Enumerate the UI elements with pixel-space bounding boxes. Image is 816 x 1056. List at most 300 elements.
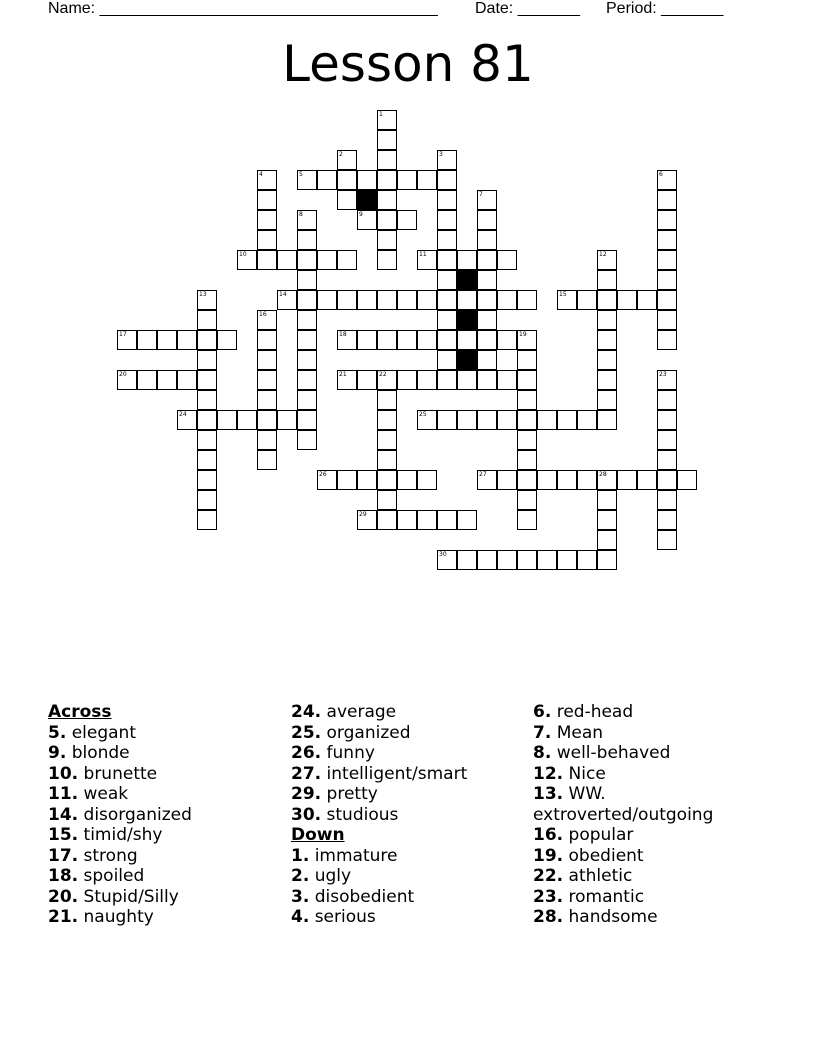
grid-cell[interactable] <box>557 470 577 490</box>
grid-cell[interactable] <box>477 550 497 570</box>
grid-cell[interactable] <box>317 470 337 490</box>
clue-item <box>48 784 278 805</box>
grid-cell[interactable] <box>577 290 597 310</box>
grid-cell[interactable] <box>577 470 597 490</box>
grid-cell[interactable] <box>297 370 317 390</box>
grid-cell[interactable] <box>397 170 417 190</box>
grid-cell[interactable] <box>257 410 277 430</box>
grid-cell[interactable] <box>357 510 377 530</box>
grid-cell[interactable] <box>477 410 497 430</box>
grid-clue-number: 29 <box>359 511 367 518</box>
clue-number: 24. <box>291 702 322 722</box>
grid-cell[interactable] <box>377 190 397 210</box>
grid-cell[interactable] <box>157 330 177 350</box>
grid-clue-number: 11 <box>419 251 427 258</box>
grid-cell[interactable] <box>437 410 457 430</box>
clue-item <box>291 887 521 908</box>
grid-cell[interactable] <box>377 510 397 530</box>
clue-text: Mean <box>556 722 604 743</box>
grid-cell[interactable] <box>657 410 677 430</box>
grid-cell[interactable] <box>517 330 537 350</box>
clue-text: red-head <box>556 702 634 722</box>
grid-clue-number: 28 <box>599 471 607 478</box>
grid-cell[interactable] <box>357 470 377 490</box>
grid-cell[interactable] <box>257 230 277 250</box>
grid-cell[interactable] <box>577 550 597 570</box>
grid-clue-number: 26 <box>319 471 327 478</box>
grid-cell[interactable] <box>197 510 217 530</box>
clue-text: obedient <box>568 845 644 866</box>
grid-cell[interactable] <box>457 550 477 570</box>
grid-cell[interactable] <box>377 150 397 170</box>
grid-cell[interactable] <box>637 290 657 310</box>
grid-cell[interactable] <box>537 410 557 430</box>
grid-cell[interactable] <box>257 450 277 470</box>
grid-cell[interactable] <box>537 550 557 570</box>
clue-number: 17. <box>48 845 79 866</box>
clue-item <box>533 743 773 764</box>
grid-cell[interactable] <box>337 290 357 310</box>
grid-cell[interactable] <box>597 390 617 410</box>
grid-cell[interactable] <box>297 270 317 290</box>
grid-cell[interactable] <box>517 510 537 530</box>
grid-cell[interactable] <box>597 310 617 330</box>
grid-clue-number: 7 <box>479 191 483 198</box>
grid-cell[interactable] <box>377 250 397 270</box>
grid-cell[interactable] <box>437 210 457 230</box>
grid-cell[interactable] <box>277 290 297 310</box>
grid-cell[interactable] <box>397 510 417 530</box>
grid-cell[interactable] <box>397 330 417 350</box>
grid-cell[interactable] <box>437 290 457 310</box>
grid-cell[interactable] <box>497 290 517 310</box>
clue-number: 11. <box>48 784 79 804</box>
grid-cell[interactable] <box>477 370 497 390</box>
grid-cell[interactable] <box>177 370 197 390</box>
grid-cell[interactable] <box>297 310 317 330</box>
clue-item <box>533 764 773 785</box>
grid-cell[interactable] <box>517 370 537 390</box>
page-title: Lesson 81 <box>282 35 534 93</box>
clue-number: 1. <box>291 845 310 866</box>
grid-cell[interactable] <box>377 430 397 450</box>
grid-clue-number: 20 <box>119 371 127 378</box>
grid-cell[interactable] <box>237 250 257 270</box>
grid-cell[interactable] <box>297 390 317 410</box>
grid-cell[interactable] <box>657 330 677 350</box>
grid-cell[interactable] <box>297 410 317 430</box>
grid-cell[interactable] <box>477 270 497 290</box>
grid-cell[interactable] <box>297 170 317 190</box>
grid-cell[interactable] <box>257 170 277 190</box>
grid-cell[interactable] <box>597 330 617 350</box>
grid-cell[interactable] <box>277 250 297 270</box>
clue-number: 4. <box>291 907 310 927</box>
period-field-label[interactable]: Period: _______ <box>606 0 724 17</box>
grid-cell[interactable] <box>657 450 677 470</box>
grid-cell[interactable] <box>657 230 677 250</box>
grid-cell[interactable] <box>497 330 517 350</box>
clue-number: 7. <box>533 722 552 743</box>
clue-number: 21. <box>48 907 79 927</box>
grid-cell[interactable] <box>657 510 677 530</box>
grid-cell[interactable] <box>377 170 397 190</box>
clue-number: 19. <box>533 845 564 866</box>
grid-cell[interactable] <box>197 470 217 490</box>
grid-cell[interactable] <box>197 430 217 450</box>
clue-item <box>291 702 521 723</box>
grid-clue-number: 19 <box>519 331 527 338</box>
grid-cell[interactable] <box>437 150 457 170</box>
grid-cell[interactable] <box>657 210 677 230</box>
clue-text: blonde <box>71 743 130 763</box>
grid-cell[interactable] <box>597 490 617 510</box>
clue-text: popular <box>568 825 634 845</box>
grid-cell[interactable] <box>417 470 437 490</box>
grid-cell[interactable] <box>597 290 617 310</box>
grid-clue-number: 14 <box>279 291 287 298</box>
grid-cell[interactable] <box>197 350 217 370</box>
grid-cell[interactable] <box>377 370 397 390</box>
grid-cell[interactable] <box>417 250 437 270</box>
grid-clue-number: 6 <box>659 171 663 178</box>
grid-cell[interactable] <box>317 170 337 190</box>
grid-cell[interactable] <box>137 370 157 390</box>
clue-item <box>48 723 278 744</box>
grid-cell[interactable] <box>217 330 237 350</box>
grid-cell[interactable] <box>477 350 497 370</box>
grid-cell[interactable] <box>197 410 217 430</box>
date-field-label[interactable]: Date: _______ <box>475 0 580 17</box>
grid-cell[interactable] <box>597 410 617 430</box>
grid-cell[interactable] <box>557 550 577 570</box>
grid-cell[interactable] <box>357 210 377 230</box>
grid-cell[interactable] <box>517 490 537 510</box>
grid-clue-number: 8 <box>299 211 303 218</box>
grid-cell[interactable] <box>257 190 277 210</box>
clue-number: 27. <box>291 763 322 784</box>
grid-cell[interactable] <box>377 110 397 130</box>
grid-cell[interactable] <box>337 250 357 270</box>
grid-clue-number: 25 <box>419 411 427 418</box>
grid-cell[interactable] <box>517 350 537 370</box>
clue-item <box>533 846 773 867</box>
grid-cell[interactable] <box>357 370 377 390</box>
grid-cell[interactable] <box>337 150 357 170</box>
grid-cell[interactable] <box>457 510 477 530</box>
clue-item <box>291 764 521 785</box>
grid-cell[interactable] <box>657 190 677 210</box>
grid-cell[interactable] <box>657 470 677 490</box>
grid-cell[interactable] <box>397 290 417 310</box>
grid-cell[interactable] <box>197 290 217 310</box>
clue-number: 8. <box>533 743 552 763</box>
grid-cell[interactable] <box>557 410 577 430</box>
grid-cell[interactable] <box>597 370 617 390</box>
grid-cell[interactable] <box>597 470 617 490</box>
grid-cell[interactable] <box>497 550 517 570</box>
grid-block-cell <box>457 350 477 370</box>
clue-text: handsome <box>568 907 658 927</box>
grid-cell[interactable] <box>637 470 657 490</box>
grid-cell[interactable] <box>297 230 317 250</box>
clue-number: 28. <box>533 907 564 927</box>
grid-cell[interactable] <box>657 170 677 190</box>
grid-cell[interactable] <box>337 370 357 390</box>
clue-item <box>291 805 521 826</box>
grid-cell[interactable] <box>557 290 577 310</box>
grid-clue-number: 16 <box>259 311 267 318</box>
grid-cell[interactable] <box>477 470 497 490</box>
clue-number: 25. <box>291 722 322 743</box>
grid-cell[interactable] <box>437 350 457 370</box>
grid-cell[interactable] <box>437 170 457 190</box>
grid-cell[interactable] <box>657 250 677 270</box>
clue-item <box>48 743 278 764</box>
grid-cell[interactable] <box>137 330 157 350</box>
grid-block-cell <box>457 270 477 290</box>
grid-cell[interactable] <box>537 470 557 490</box>
grid-cell[interactable] <box>417 170 437 190</box>
grid-block-cell <box>457 310 477 330</box>
grid-cell[interactable] <box>417 510 437 530</box>
clue-item <box>48 764 278 785</box>
grid-cell[interactable] <box>117 370 137 390</box>
grid-cell[interactable] <box>577 410 597 430</box>
grid-cell[interactable] <box>317 250 337 270</box>
grid-cell[interactable] <box>257 430 277 450</box>
grid-cell[interactable] <box>657 530 677 550</box>
grid-cell[interactable] <box>297 250 317 270</box>
grid-cell[interactable] <box>257 370 277 390</box>
grid-cell[interactable] <box>257 310 277 330</box>
grid-cell[interactable] <box>457 250 477 270</box>
grid-cell[interactable] <box>657 290 677 310</box>
grid-cell[interactable] <box>477 290 497 310</box>
clue-number: 30. <box>291 804 322 825</box>
clue-number: 22. <box>533 866 564 886</box>
grid-cell[interactable] <box>397 470 417 490</box>
grid-cell[interactable] <box>237 410 257 430</box>
grid-cell[interactable] <box>417 330 437 350</box>
grid-cell[interactable] <box>417 370 437 390</box>
grid-cell[interactable] <box>317 290 337 310</box>
grid-cell[interactable] <box>657 490 677 510</box>
grid-cell[interactable] <box>437 190 457 210</box>
grid-cell[interactable] <box>337 470 357 490</box>
grid-cell[interactable] <box>197 490 217 510</box>
grid-cell[interactable] <box>477 330 497 350</box>
grid-cell[interactable] <box>517 470 537 490</box>
clue-text: ugly <box>314 866 352 886</box>
grid-cell[interactable] <box>377 230 397 250</box>
clue-number: 5. <box>48 722 67 743</box>
grid-cell[interactable] <box>157 370 177 390</box>
clue-text: well-behaved <box>556 743 671 763</box>
clue-item <box>48 825 278 846</box>
grid-cell[interactable] <box>437 270 457 290</box>
grid-cell[interactable] <box>477 230 497 250</box>
grid-cell[interactable] <box>677 470 697 490</box>
grid-cell[interactable] <box>597 250 617 270</box>
grid-cell[interactable] <box>657 430 677 450</box>
grid-cell[interactable] <box>437 250 457 270</box>
clue-text: funny <box>326 743 375 763</box>
grid-cell[interactable] <box>337 190 357 210</box>
grid-cell[interactable] <box>617 290 637 310</box>
clue-text: strong <box>83 845 138 866</box>
grid-cell[interactable] <box>657 310 677 330</box>
grid-cell[interactable] <box>597 270 617 290</box>
clue-number: 3. <box>291 886 310 907</box>
grid-cell[interactable] <box>457 370 477 390</box>
grid-cell[interactable] <box>297 430 317 450</box>
grid-clue-number: 12 <box>599 251 607 258</box>
grid-cell[interactable] <box>477 210 497 230</box>
grid-cell[interactable] <box>197 370 217 390</box>
grid-cell[interactable] <box>297 330 317 350</box>
grid-clue-number: 2 <box>339 151 343 158</box>
grid-cell[interactable] <box>597 530 617 550</box>
grid-cell[interactable] <box>517 410 537 430</box>
clue-text: elegant <box>71 722 136 743</box>
grid-cell[interactable] <box>657 370 677 390</box>
clue-item <box>48 805 278 826</box>
grid-cell[interactable] <box>197 310 217 330</box>
grid-cell[interactable] <box>357 330 377 350</box>
clue-item <box>48 866 278 887</box>
grid-cell[interactable] <box>457 290 477 310</box>
grid-cell[interactable] <box>257 250 277 270</box>
grid-cell[interactable] <box>497 470 517 490</box>
grid-cell[interactable] <box>517 430 537 450</box>
grid-cell[interactable] <box>377 210 397 230</box>
grid-cell[interactable] <box>417 410 437 430</box>
grid-cell[interactable] <box>297 290 317 310</box>
grid-cell[interactable] <box>437 550 457 570</box>
grid-cell[interactable] <box>597 350 617 370</box>
clue-number: 9. <box>48 743 67 763</box>
clue-text: spoiled <box>83 866 145 886</box>
grid-clue-number: 10 <box>239 251 247 258</box>
grid-cell[interactable] <box>377 390 397 410</box>
grid-cell[interactable] <box>377 290 397 310</box>
clue-item <box>533 723 773 744</box>
clue-number: 15. <box>48 825 79 845</box>
clue-text: Stupid/Silly <box>83 886 179 907</box>
grid-cell[interactable] <box>657 270 677 290</box>
grid-cell[interactable] <box>297 350 317 370</box>
grid-cell[interactable] <box>657 390 677 410</box>
clue-section-heading: Across <box>48 702 112 722</box>
grid-cell[interactable] <box>177 330 197 350</box>
grid-cell[interactable] <box>377 490 397 510</box>
grid-cell[interactable] <box>197 450 217 470</box>
grid-cell[interactable] <box>477 250 497 270</box>
clue-item <box>48 887 278 908</box>
grid-cell[interactable] <box>437 510 457 530</box>
grid-cell[interactable] <box>177 410 197 430</box>
grid-cell[interactable] <box>217 410 237 430</box>
grid-cell[interactable] <box>397 370 417 390</box>
clue-number: 20. <box>48 886 79 907</box>
grid-cell[interactable] <box>257 210 277 230</box>
clue-text: studious <box>326 804 399 825</box>
grid-cell[interactable] <box>257 390 277 410</box>
clue-text: disobedient <box>314 886 415 907</box>
grid-clue-number: 23 <box>659 371 667 378</box>
grid-cell[interactable] <box>337 330 357 350</box>
grid-clue-number: 13 <box>199 291 207 298</box>
grid-cell[interactable] <box>257 330 277 350</box>
grid-cell[interactable] <box>257 350 277 370</box>
clue-text: brunette <box>83 763 158 784</box>
clue-item <box>533 805 773 826</box>
grid-cell[interactable] <box>597 510 617 530</box>
grid-cell[interactable] <box>517 550 537 570</box>
grid-cell[interactable] <box>117 330 137 350</box>
grid-cell[interactable] <box>477 190 497 210</box>
clue-column-1 <box>48 702 278 928</box>
grid-cell[interactable] <box>377 330 397 350</box>
grid-clue-number: 22 <box>379 371 387 378</box>
grid-cell[interactable] <box>497 410 517 430</box>
clue-text: timid/shy <box>83 825 163 845</box>
clue-text: WW. <box>568 784 606 804</box>
grid-cell[interactable] <box>597 550 617 570</box>
grid-cell[interactable] <box>417 290 437 310</box>
clue-text: average <box>326 702 397 722</box>
grid-cell[interactable] <box>377 130 397 150</box>
grid-cell[interactable] <box>397 210 417 230</box>
grid-cell[interactable] <box>477 310 497 330</box>
clue-item <box>291 723 521 744</box>
grid-cell[interactable] <box>437 330 457 350</box>
grid-cell[interactable] <box>357 170 377 190</box>
clue-item <box>291 866 521 887</box>
grid-cell[interactable] <box>377 410 397 430</box>
clue-item <box>291 846 521 867</box>
grid-cell[interactable] <box>277 410 297 430</box>
grid-cell[interactable] <box>517 390 537 410</box>
clue-item <box>48 907 278 928</box>
grid-cell[interactable] <box>457 330 477 350</box>
grid-cell[interactable] <box>617 470 637 490</box>
clue-item <box>533 866 773 887</box>
clue-item <box>533 702 773 723</box>
grid-cell[interactable] <box>197 390 217 410</box>
grid-cell[interactable] <box>497 250 517 270</box>
clue-number: 18. <box>48 866 79 886</box>
name-field-label[interactable]: Name: ______________________________________ <box>48 0 438 17</box>
grid-cell[interactable] <box>297 210 317 230</box>
grid-cell[interactable] <box>437 230 457 250</box>
grid-cell[interactable] <box>457 410 477 430</box>
grid-cell[interactable] <box>517 450 537 470</box>
grid-cell[interactable] <box>437 310 457 330</box>
grid-cell[interactable] <box>197 330 217 350</box>
grid-cell[interactable] <box>377 450 397 470</box>
grid-cell[interactable] <box>337 170 357 190</box>
grid-cell[interactable] <box>517 290 537 310</box>
grid-clue-number: 24 <box>179 411 187 418</box>
grid-clue-number: 9 <box>359 211 363 218</box>
grid-cell[interactable] <box>437 370 457 390</box>
grid-cell[interactable] <box>357 290 377 310</box>
grid-cell[interactable] <box>497 370 517 390</box>
clue-item <box>291 784 521 805</box>
grid-cell[interactable] <box>377 470 397 490</box>
